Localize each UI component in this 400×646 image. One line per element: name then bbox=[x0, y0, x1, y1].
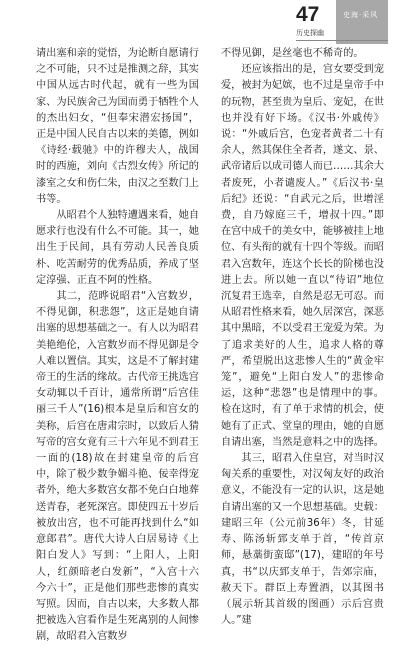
section-tab bbox=[336, 0, 388, 44]
paragraph: 其二，范晔说昭君“入宫数岁，不得见御，积悲怨”，这正是她自请出塞的思想基础之一。有人以为昭君美艳绝伦，入宫数岁而不得见御是令人难以置信。其实，这是不了解封建帝王的生活的缘故。古代帝王挑选宫女动辄以千百计，通常所谓“后宫佳丽三千人”(16)根本是皇后和宫女的美称，后宫在唐肃宗时，以致后人猜写帝的宫女竟有三十六年见不到君王一面的(18)故在封建皇帝的后宫中，除了极少数争媚斗艳、佞幸得宠者外，绝大多数宫女都不免白白地葬送青春，老死深宫。即使四五十岁后被放出宫，也不可能再找到什么“如意郎君”。唐代大诗人白居易诗《上阳白发人》写到：“上阳人，上阳人，红颜暗老白发新”，“入宫十六今六十”，正是他们那些悲惨的真实写照。因而，自古以来，大多数人都把被选入宫看作是生死离别的人间惨剧，故昭君入宫数岁 bbox=[36, 291, 199, 643]
paragraph: 还应该指出的是，宫女要受到宠爱，被封为妃嫔，也不过是皇帝手中的玩物，甚至贵为皇后、宠妃，在世也并没有好下场。《汉书·外戚传》说：“外戚后宫，色宠者黄者二十有余人，然其保住全者者，遂文、景、武帝诸后以成司德人而已……其余大者废死，小者谴废人。”《后汉书·皇后纪》还说：“自武元之后，世增淫费，自乃嫁庭三千，增叔十四。”即在宫中成千的美女中，能够被挂上地位、有头衔的就有十四个等级。而昭君入宫数年，连这个长长的阶梯也没进上去。所以她一直以“待诏”地位沉复君王选幸，自然是忍无可忍。而从昭君性格来看，她久居深宫，深恶其中黑暗，不以受君王宠爱为荣。为了追求美好的人生，追求人格的尊严，希望脱出这悲惨人生的“黄金牢笼”，避免“上阳白发人”的悲惨命运，这种“悲怨”也是情理中的事。检在这时，有了单于求情的机会，使她有了正式、堂皇的理由，她的自愿自请出塞，当然是意料之中的选择。 bbox=[221, 64, 385, 448]
page-header bbox=[0, 0, 400, 44]
paragraph: 不得见御，是丝毫也不稀奇的。 bbox=[221, 48, 364, 59]
paragraph: 请出塞和亲的觉悟，为论断自愿请行之不可能，只不过是推测之辞，其实中国从远古时代起，就有一些为国家、为民族舍己为国而勇于牺牲个人的杰出妇女，“但奉宋潜宏扬国”，正是中国人民自古以来的美德，例如《诗经·载驰》中的许穆夫人，战国时的西施，刘向《古烈女传》所记的漆室之女和伤仁朱，由汉之至数门上书等。 bbox=[36, 48, 199, 205]
paragraph: 从昭君个人独特遭遇来看，她自愿求行也没有什么不可能。其一，她出生于民间，具有劳动人民善良质朴、吃苦耐劳的优秀品质，养成了坚定淳强、正直不阿的性格。 bbox=[36, 210, 200, 286]
section-tab-label: 史海·采风 bbox=[343, 11, 379, 19]
right-text-column bbox=[221, 46, 384, 629]
paragraph: 其三，昭君入住皇宫，对当时汉匈关系的重要性，对汉匈友好的政治意义，不能没有一定的认识，这是她自请出塞的又一个思想基础。史载：建昭三年（公元前36年）冬，甘延寿、陈汤斩郅支单于首，“传首京师，悬藁街蛮邸”(17)，建昭的年号真，书“以庆郅支单于，告郊宗庙，赦天下。群臣上寿置酒，以其图书（展示斩其首级的图画）示后宫贵人。”建 bbox=[221, 453, 385, 627]
section-title: 历史探幽 bbox=[296, 29, 324, 37]
header-divider bbox=[296, 40, 388, 41]
page-number: 47 bbox=[296, 3, 320, 26]
left-text-column bbox=[36, 46, 199, 646]
